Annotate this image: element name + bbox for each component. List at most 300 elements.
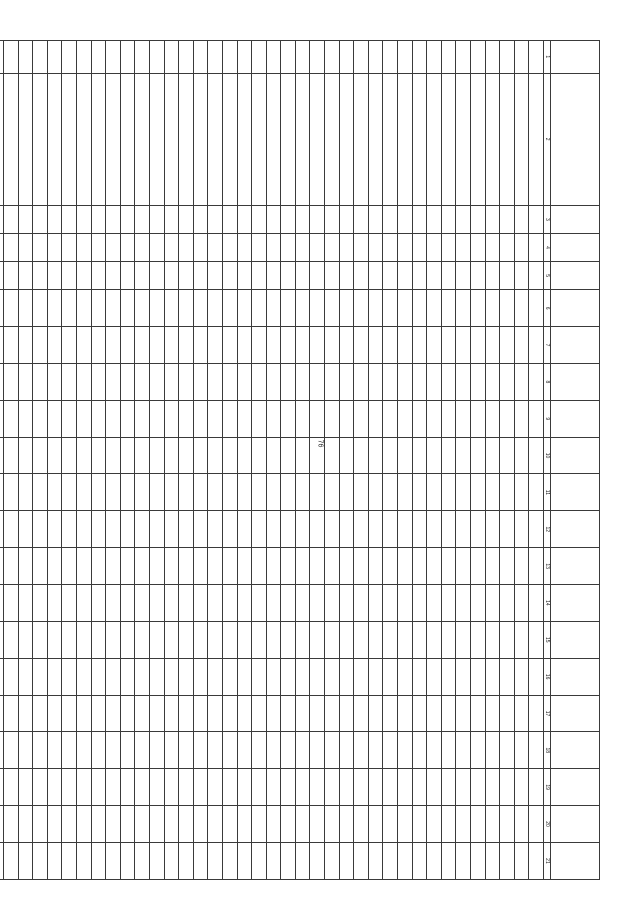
column-number-cell: 13 — [544, 548, 551, 585]
table-cell — [310, 233, 325, 261]
table-cell — [427, 290, 442, 327]
table-cell — [4, 262, 19, 290]
table-cell — [441, 233, 456, 261]
table-cell — [412, 548, 427, 585]
table-cell — [33, 73, 48, 205]
table-cell — [208, 732, 223, 769]
table-cell — [471, 262, 486, 290]
table-cell — [529, 363, 544, 400]
table-cell — [471, 658, 486, 695]
table-cell — [106, 233, 121, 261]
table-cell — [164, 233, 179, 261]
table-cell — [135, 511, 150, 548]
table-cell — [485, 437, 500, 474]
table-cell — [135, 205, 150, 233]
table-cell — [0, 658, 4, 695]
table-cell — [339, 41, 354, 74]
table-cell — [281, 621, 296, 658]
table-cell — [208, 474, 223, 511]
table-cell — [339, 363, 354, 400]
table-cell — [237, 474, 252, 511]
table-cell — [500, 732, 515, 769]
table-cell — [0, 769, 4, 806]
table-cell — [164, 327, 179, 364]
table-row — [412, 41, 427, 880]
table-cell — [310, 511, 325, 548]
column-number-cell: 12 — [544, 511, 551, 548]
table-cell — [237, 548, 252, 585]
table-cell — [18, 511, 33, 548]
table-cell — [383, 658, 398, 695]
table-cell — [179, 806, 194, 843]
table-cell — [106, 205, 121, 233]
table-cell — [106, 585, 121, 622]
table-cell — [383, 290, 398, 327]
table-row — [18, 41, 33, 880]
table-cell — [33, 621, 48, 658]
table-cell — [179, 769, 194, 806]
table-cell — [339, 806, 354, 843]
table-cell — [471, 41, 486, 74]
table-cell — [310, 585, 325, 622]
table-cell — [339, 585, 354, 622]
table-cell — [310, 327, 325, 364]
table-cell — [252, 41, 267, 74]
table-cell — [149, 585, 164, 622]
table-cell — [310, 621, 325, 658]
table-cell — [427, 732, 442, 769]
table-cell — [412, 437, 427, 474]
table-cell — [412, 806, 427, 843]
table-cell — [529, 658, 544, 695]
table-cell — [500, 769, 515, 806]
table-cell — [18, 41, 33, 74]
table-cell — [164, 437, 179, 474]
table-cell — [500, 695, 515, 732]
table-cell — [368, 400, 383, 437]
table-cell — [398, 585, 413, 622]
table-cell — [252, 290, 267, 327]
table-cell — [529, 327, 544, 364]
table-cell — [398, 806, 413, 843]
table-cell — [383, 437, 398, 474]
table-cell — [62, 327, 77, 364]
table-cell — [281, 511, 296, 548]
table-cell — [339, 290, 354, 327]
table-cell — [412, 233, 427, 261]
table-cell — [325, 41, 340, 74]
table-cell — [252, 400, 267, 437]
table-cell — [412, 658, 427, 695]
table-row — [427, 41, 442, 880]
table-cell — [295, 658, 310, 695]
table-cell — [193, 290, 208, 327]
table-cell — [179, 41, 194, 74]
table-cell — [485, 511, 500, 548]
table-cell — [310, 474, 325, 511]
table-cell — [91, 511, 106, 548]
table-cell — [456, 548, 471, 585]
table-row — [310, 41, 325, 880]
table-cell — [164, 474, 179, 511]
table-cell — [252, 262, 267, 290]
table-cell — [4, 621, 19, 658]
table-cell — [47, 658, 62, 695]
table-cell — [529, 474, 544, 511]
table-cell — [514, 658, 529, 695]
table-header-row — [551, 41, 600, 880]
table-cell — [514, 732, 529, 769]
table-cell — [0, 732, 4, 769]
table-cell — [164, 658, 179, 695]
table-cell — [427, 842, 442, 879]
table-cell — [310, 363, 325, 400]
table-cell — [295, 437, 310, 474]
table-cell — [18, 363, 33, 400]
table-cell — [193, 437, 208, 474]
table-cell — [33, 548, 48, 585]
table-cell — [310, 205, 325, 233]
table-cell — [427, 769, 442, 806]
table-cell — [354, 511, 369, 548]
table-cell — [485, 400, 500, 437]
table-cell — [33, 400, 48, 437]
table-cell — [383, 511, 398, 548]
table-cell — [456, 327, 471, 364]
table-cell — [179, 548, 194, 585]
table-cell — [193, 769, 208, 806]
table-cell — [149, 769, 164, 806]
table-cell — [106, 327, 121, 364]
table-cell — [310, 41, 325, 74]
table-cell — [135, 806, 150, 843]
table-cell — [514, 73, 529, 205]
table-cell — [120, 205, 135, 233]
table-cell — [47, 233, 62, 261]
table-cell — [456, 363, 471, 400]
table-cell — [514, 695, 529, 732]
table-cell — [91, 695, 106, 732]
table-cell — [193, 327, 208, 364]
table-cell — [0, 400, 4, 437]
table-cell — [91, 548, 106, 585]
table-cell — [383, 695, 398, 732]
table-cell — [383, 400, 398, 437]
table-cell — [106, 769, 121, 806]
table-cell — [33, 205, 48, 233]
table-cell — [33, 585, 48, 622]
table-cell — [427, 658, 442, 695]
table-cell — [514, 41, 529, 74]
table-row — [179, 41, 194, 880]
table-cell — [4, 585, 19, 622]
table-cell — [471, 732, 486, 769]
table-cell — [500, 621, 515, 658]
table-cell — [106, 437, 121, 474]
table-cell — [179, 290, 194, 327]
table-cell — [398, 511, 413, 548]
table-row — [91, 41, 106, 880]
table-cell — [500, 262, 515, 290]
table-cell — [237, 262, 252, 290]
table-cell — [354, 548, 369, 585]
table-cell — [325, 290, 340, 327]
table-cell — [135, 233, 150, 261]
table-cell — [33, 732, 48, 769]
table-cell — [441, 363, 456, 400]
table-cell — [266, 511, 281, 548]
table-cell — [412, 474, 427, 511]
table-cell — [354, 290, 369, 327]
table-cell — [18, 695, 33, 732]
table-cell — [77, 41, 92, 74]
table-cell — [91, 732, 106, 769]
table-cell — [120, 769, 135, 806]
table-cell — [0, 41, 4, 74]
table-cell — [339, 437, 354, 474]
table-cell — [310, 437, 325, 474]
table-cell — [485, 658, 500, 695]
table-cell — [412, 205, 427, 233]
table-cell — [441, 437, 456, 474]
table-cell — [106, 695, 121, 732]
table-cell — [339, 474, 354, 511]
table-cell — [106, 658, 121, 695]
table-cell — [135, 658, 150, 695]
table-cell — [252, 205, 267, 233]
table-cell — [4, 732, 19, 769]
table-cell — [339, 695, 354, 732]
table-cell — [149, 695, 164, 732]
table-cell — [325, 363, 340, 400]
table-cell — [18, 437, 33, 474]
table-cell — [252, 585, 267, 622]
table-cell — [383, 621, 398, 658]
table-cell — [281, 585, 296, 622]
table-cell — [179, 73, 194, 205]
table-cell — [18, 769, 33, 806]
table-cell — [208, 842, 223, 879]
table-cell — [179, 474, 194, 511]
table-cell — [295, 842, 310, 879]
table-cell — [368, 205, 383, 233]
table-cell — [441, 290, 456, 327]
table-cell — [383, 327, 398, 364]
table-cell — [47, 73, 62, 205]
table-cell — [149, 41, 164, 74]
table-cell — [500, 585, 515, 622]
table-cell — [208, 41, 223, 74]
table-cell — [193, 363, 208, 400]
table-cell — [77, 806, 92, 843]
table-row — [252, 41, 267, 880]
table-cell — [383, 732, 398, 769]
table-cell — [179, 205, 194, 233]
table-cell — [120, 41, 135, 74]
table-cell — [398, 437, 413, 474]
table-cell — [47, 41, 62, 74]
table-cell — [529, 262, 544, 290]
table-cell — [427, 363, 442, 400]
table-cell — [0, 621, 4, 658]
table-cell — [412, 327, 427, 364]
table-row — [485, 41, 500, 880]
table-cell — [281, 233, 296, 261]
column-number-cell: 17 — [544, 695, 551, 732]
table-cell — [18, 205, 33, 233]
table-cell — [368, 474, 383, 511]
table-cell — [412, 585, 427, 622]
column-number-cell: 1 — [544, 41, 551, 74]
table-row — [0, 41, 4, 880]
table-cell — [62, 548, 77, 585]
table-cell — [441, 695, 456, 732]
table-row — [208, 41, 223, 880]
table-cell — [295, 205, 310, 233]
table-cell — [135, 262, 150, 290]
table-cell — [179, 658, 194, 695]
table-cell — [485, 363, 500, 400]
table-cell — [208, 73, 223, 205]
table-cell — [33, 511, 48, 548]
table-cell — [456, 437, 471, 474]
table-cell — [266, 806, 281, 843]
table-cell — [398, 290, 413, 327]
table-cell — [456, 806, 471, 843]
table-cell — [237, 621, 252, 658]
table-cell — [441, 474, 456, 511]
table-cell — [91, 41, 106, 74]
table-cell — [427, 437, 442, 474]
table-cell — [208, 205, 223, 233]
table-cell — [0, 205, 4, 233]
table-cell — [368, 548, 383, 585]
table-cell — [471, 548, 486, 585]
table-cell — [471, 233, 486, 261]
table-cell — [135, 585, 150, 622]
table-cell — [383, 806, 398, 843]
table-cell — [4, 658, 19, 695]
table-cell — [529, 585, 544, 622]
table-cell — [106, 290, 121, 327]
table-cell — [135, 732, 150, 769]
table-cell — [471, 585, 486, 622]
table-cell — [325, 400, 340, 437]
table-cell — [62, 437, 77, 474]
table-cell — [193, 205, 208, 233]
table-cell — [500, 437, 515, 474]
table-cell — [325, 205, 340, 233]
table-cell — [149, 363, 164, 400]
table-cell — [164, 400, 179, 437]
table-row — [325, 41, 340, 880]
table-cell — [222, 327, 237, 364]
table-cell — [149, 73, 164, 205]
table-cell — [456, 400, 471, 437]
table-cell — [120, 585, 135, 622]
table-row — [164, 41, 179, 880]
table-cell — [456, 290, 471, 327]
table-cell — [193, 806, 208, 843]
table-cell — [149, 205, 164, 233]
table-cell — [0, 233, 4, 261]
table-cell — [281, 363, 296, 400]
table-cell — [4, 73, 19, 205]
table-cell — [149, 327, 164, 364]
table-cell — [354, 695, 369, 732]
column-number-cell: 4 — [544, 233, 551, 261]
table-cell — [295, 548, 310, 585]
table-cell — [529, 205, 544, 233]
table-cell — [281, 474, 296, 511]
table-row — [295, 41, 310, 880]
table-cell — [368, 621, 383, 658]
table-cell — [485, 262, 500, 290]
table-cell — [427, 41, 442, 74]
table-cell — [456, 73, 471, 205]
table-cell — [354, 585, 369, 622]
table-cell — [427, 695, 442, 732]
table-cell — [47, 695, 62, 732]
table-cell — [193, 732, 208, 769]
table-cell — [208, 806, 223, 843]
table-cell — [164, 585, 179, 622]
table-cell — [179, 695, 194, 732]
table-cell — [208, 511, 223, 548]
table-cell — [164, 363, 179, 400]
table-cell — [325, 769, 340, 806]
table-cell — [4, 806, 19, 843]
table-cell — [77, 695, 92, 732]
table-cell — [398, 842, 413, 879]
table-cell — [237, 327, 252, 364]
table-cell — [4, 842, 19, 879]
table-cell — [164, 621, 179, 658]
table-cell — [514, 806, 529, 843]
table-cell — [500, 205, 515, 233]
table-cell — [252, 658, 267, 695]
column-number-cell: 5 — [544, 262, 551, 290]
table-cell — [354, 205, 369, 233]
table-cell — [266, 548, 281, 585]
table-cell — [33, 41, 48, 74]
table-cell — [4, 41, 19, 74]
table-cell — [427, 585, 442, 622]
table-cell — [441, 732, 456, 769]
table-row — [398, 41, 413, 880]
column-number-cell: 16 — [544, 658, 551, 695]
table-cell — [222, 732, 237, 769]
table-cell — [500, 474, 515, 511]
table-cell — [149, 400, 164, 437]
table-cell — [222, 205, 237, 233]
table-row — [4, 41, 19, 880]
table-cell — [266, 621, 281, 658]
table-body — [0, 41, 544, 880]
table-cell — [354, 842, 369, 879]
table-cell — [456, 233, 471, 261]
table-cell — [135, 290, 150, 327]
table-cell — [47, 585, 62, 622]
table-cell — [266, 41, 281, 74]
table-cell — [62, 621, 77, 658]
table-cell — [252, 511, 267, 548]
table-cell — [237, 363, 252, 400]
table-cell — [77, 658, 92, 695]
table-cell — [529, 290, 544, 327]
table-cell — [354, 658, 369, 695]
table-cell — [485, 233, 500, 261]
